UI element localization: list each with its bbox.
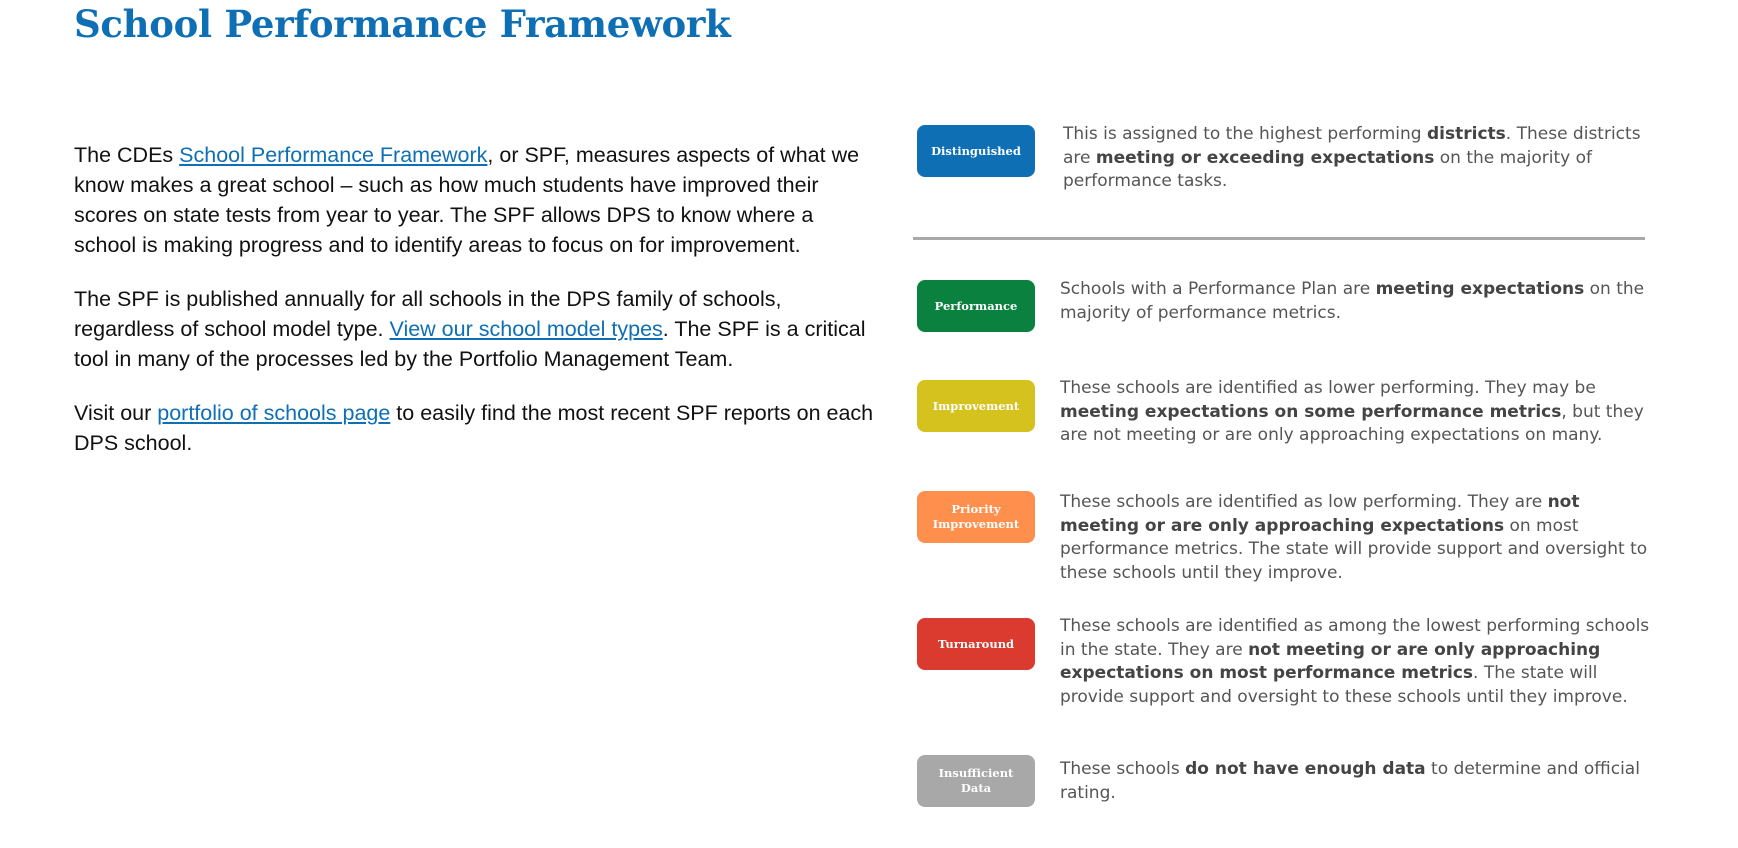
badge-label: Improvement bbox=[932, 398, 1020, 413]
description-text: These schools bbox=[1060, 759, 1186, 779]
rating-badge-insufficient-data bbox=[917, 755, 1035, 807]
portfolio-of-schools-link[interactable]: portfolio of schools page bbox=[157, 401, 391, 425]
paragraph-text: The SPF is published annually for all schools in the DPS family of schools, regardless of school model type. bbox=[74, 287, 782, 341]
rating-description-insufficient-data bbox=[1060, 758, 1650, 805]
description-text: Schools with a Performance Plan are bbox=[1060, 279, 1376, 299]
school-model-types-link[interactable]: View our school model types bbox=[389, 317, 663, 341]
rating-badge-improvement bbox=[917, 380, 1035, 432]
description-emphasis: meeting expectations bbox=[1375, 279, 1585, 299]
badge-label: Distinguished bbox=[931, 143, 1021, 158]
description-emphasis: do not have enough data bbox=[1185, 759, 1426, 779]
description-text: . These districts are bbox=[1063, 124, 1641, 168]
description-text: to determine and official rating. bbox=[1060, 759, 1640, 803]
divider bbox=[913, 237, 1645, 240]
rating-badge-priority-improvement bbox=[917, 491, 1035, 543]
description-text: . The state will provide support and oversight to these schools until they improve. bbox=[1060, 663, 1628, 707]
badge-label: Performance bbox=[934, 298, 1018, 313]
rating-description-performance bbox=[1060, 278, 1650, 325]
description-text: on most performance metrics. The state will provide support and oversight to these schools until they improve. bbox=[1060, 515, 1648, 583]
intro-text bbox=[74, 140, 874, 482]
description-text: on the majority of performance tasks. bbox=[1063, 147, 1592, 191]
rating-description-distinguished bbox=[1063, 123, 1653, 194]
rating-badge-turnaround bbox=[917, 618, 1035, 670]
rating-description-turnaround bbox=[1060, 615, 1650, 709]
description-text: These schools are identified as lower performing. They may be bbox=[1060, 378, 1596, 398]
paragraph-text: . The SPF is a critical tool in many of the processes led by the Portfolio Management Team. bbox=[74, 317, 866, 371]
intro-paragraph bbox=[74, 284, 874, 374]
description-emphasis: not meeting or are only approaching expectations bbox=[1060, 492, 1580, 536]
description-text: on the majority of performance metrics. bbox=[1060, 279, 1645, 323]
badge-label: Priority Improvement bbox=[932, 502, 1020, 531]
intro-paragraph bbox=[74, 140, 874, 260]
badge-label: Turnaround bbox=[937, 636, 1015, 651]
intro-paragraph bbox=[74, 398, 874, 458]
description-text: , but they are not meeting or are only approaching expectations on many. bbox=[1060, 401, 1644, 445]
badge-label: Insufficient Data bbox=[938, 766, 1014, 795]
rating-description-improvement bbox=[1060, 377, 1650, 448]
rating-badge-distinguished bbox=[917, 125, 1035, 177]
description-text: These schools are identified as low performing. They are bbox=[1060, 492, 1548, 512]
description-emphasis: meeting or exceeding expectations bbox=[1095, 147, 1435, 168]
paragraph-text: Visit our bbox=[74, 401, 158, 425]
paragraph-text: to easily find the most recent SPF reports on each DPS school. bbox=[74, 401, 874, 455]
description-emphasis: districts bbox=[1427, 124, 1506, 144]
description-emphasis: not meeting or are only approaching expectations on most performance metrics bbox=[1060, 639, 1601, 683]
description-emphasis: meeting expectations on some performance metrics bbox=[1060, 401, 1562, 422]
paragraph-text: , or SPF, measures aspects of what we know makes a great school – such as how much students have improved their scores on state tests from year to year. The SPF allows DPS to know where a school is making progress and to identify areas to focus on for improvement. bbox=[74, 143, 860, 257]
rating-badge-performance bbox=[917, 280, 1035, 332]
description-text: This is assigned to the highest performing bbox=[1063, 124, 1427, 144]
rating-description-priority-improvement bbox=[1060, 491, 1650, 585]
description-text: These schools are identified as among the lowest performing schools in the state. They are bbox=[1060, 616, 1650, 660]
paragraph-text: The CDEs bbox=[74, 143, 180, 167]
page-title: School Performance Framework bbox=[74, 2, 731, 46]
spf-link[interactable]: School Performance Framework bbox=[179, 143, 488, 167]
